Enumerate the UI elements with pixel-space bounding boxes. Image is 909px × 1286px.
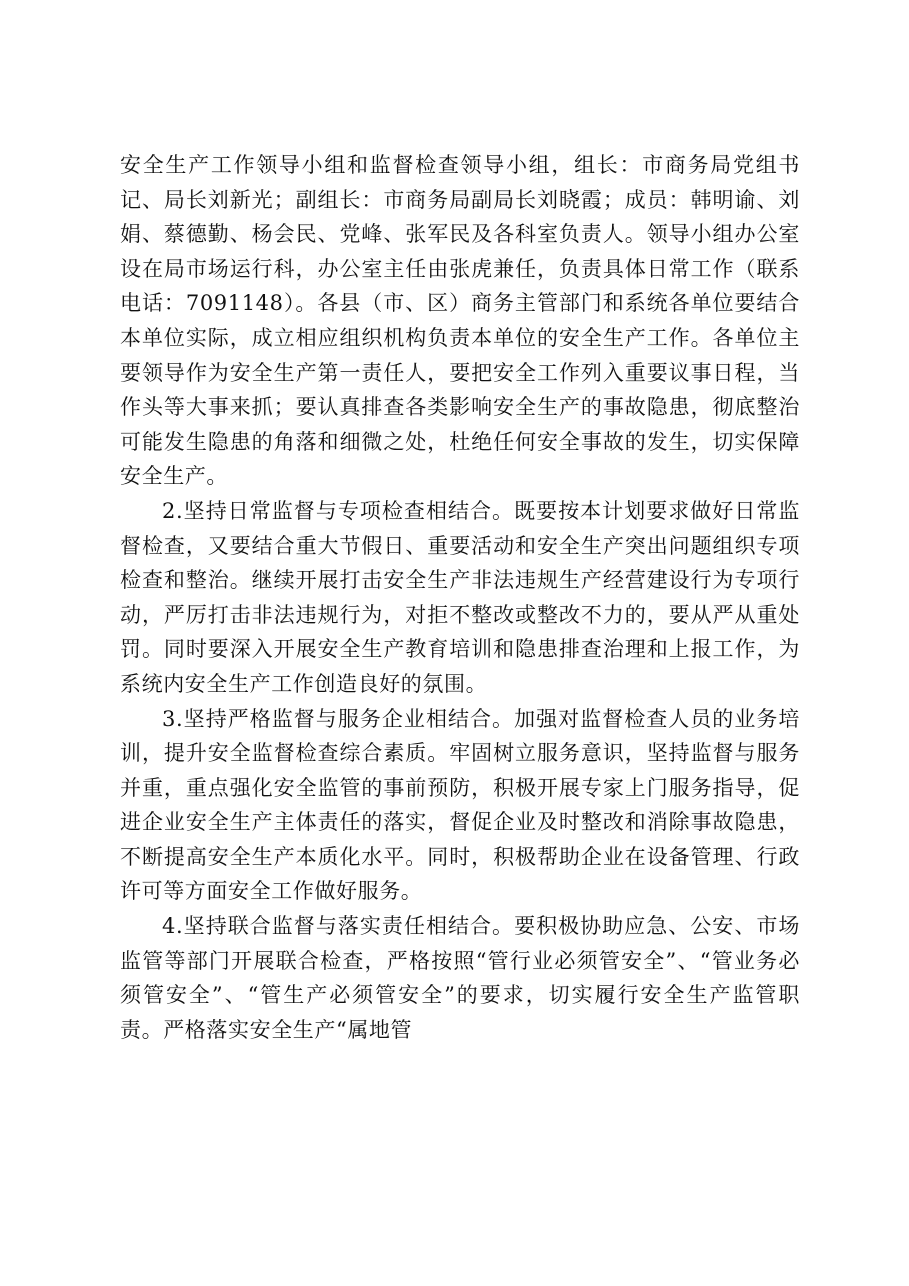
paragraph-leadership-group: 安全生产工作领导小组和监督检查领导小组，组长：市商务局党组书记、局长刘新光；副组长：市商务局副局长刘晓霞；成员：韩明谕、刘娟、蔡德勤、杨会民、党峰、张军民及各科室负责人。领导小组办公室设在局市场运行科，办公室主任由张虎兼任，负责具体日常工作（联系电话：7091148）。各县（市、区）商务主管部门和系统各单位要结合本单位实际，成立相应组织机构负责本单位的安全生产工作。各单位主要领导作为安全生产第一责任人，要把安全工作列入重要议事日程，当作头等大事来抓；要认真排查各类影响安全生产的事故隐患，彻底整治可能发生隐患的角落和细微之处，杜绝任何安全事故的发生，切实保障安全生产。 bbox=[120, 153, 800, 489]
paragraph-item-2: 2.坚持日常监督与专项检查相结合。既要按本计划要求做好日常监督检查，又要结合重大节假日、重要活动和安全生产突出问题组织专项检查和整治。继续开展打击安全生产非法违规生产经营建设行为专项行动，严厉打击非法违规行为，对拒不整改或整改不力的，要从严从重处罚。同时要深入开展安全生产教育培训和隐患排查治理和上报工作，为系统内安全生产工作创造良好的氛围。 bbox=[120, 498, 800, 696]
paragraph-item-3: 3.坚持严格监督与服务企业相结合。加强对监督检查人员的业务培训，提升安全监督检查综合素质。牢固树立服务意识，坚持监督与服务并重，重点强化安全监管的事前预防，积极开展专家上门服务指导，促进企业安全生产主体责任的落实，督促企业及时整改和消除事故隐患，不断提高安全生产本质化水平。同时，积极帮助企业在设备管理、行政许可等方面安全工作做好服务。 bbox=[120, 706, 800, 904]
paragraph-item-4: 4.坚持联合监督与落实责任相结合。要积极协助应急、公安、市场监管等部门开展联合检查，严格按照“管行业必须管安全”、“管业务必须管安全”、“管生产必须管安全”的要求，切实履行安全生产监管职责。严格落实安全生产“属地管 bbox=[120, 914, 800, 1042]
document-body bbox=[120, 148, 800, 1047]
